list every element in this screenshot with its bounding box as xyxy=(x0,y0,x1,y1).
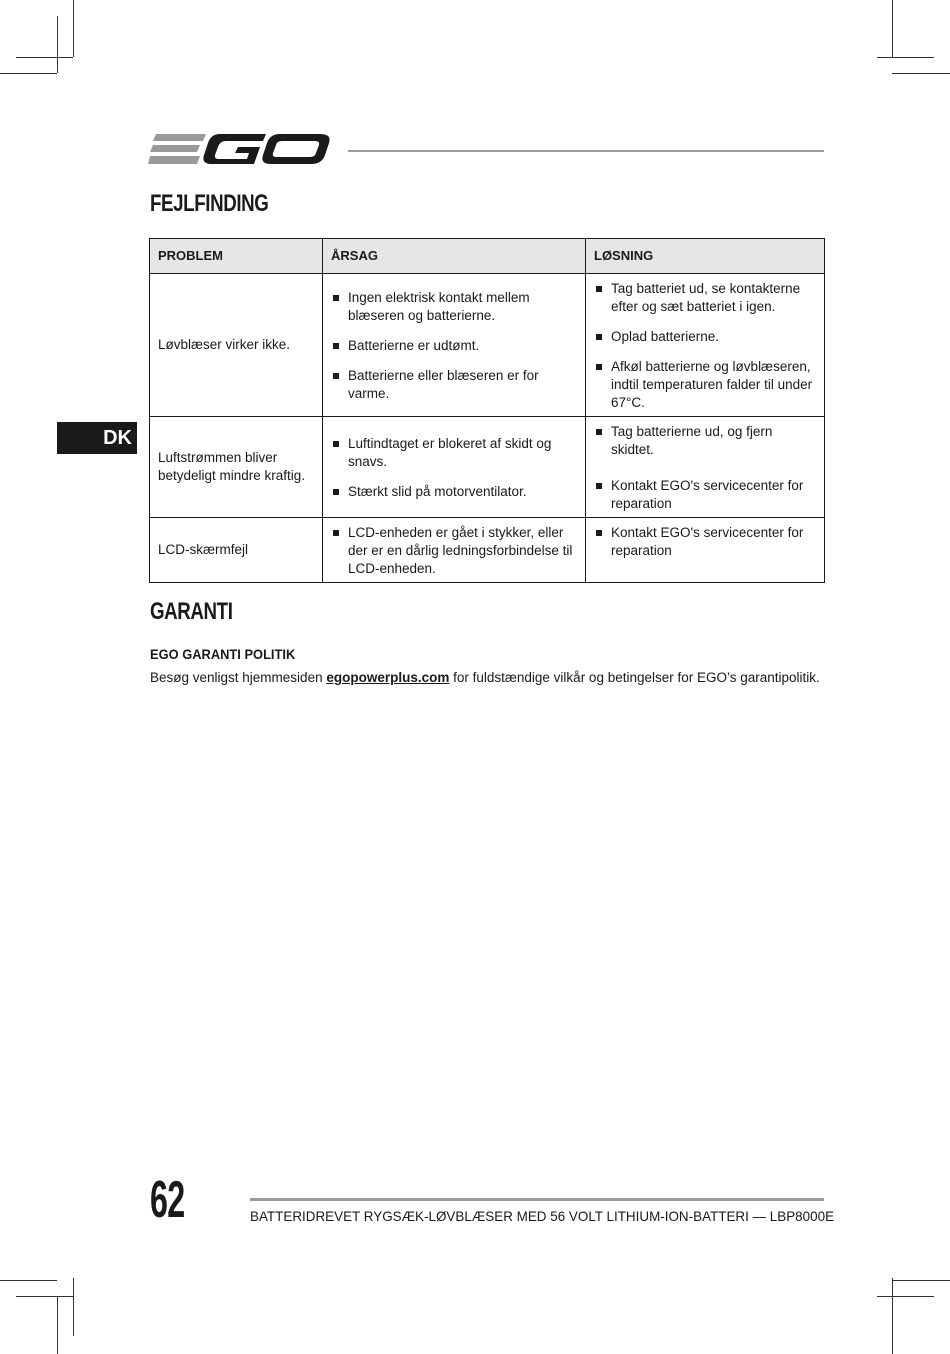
solution-item: Kontakt EGO's servicecenter for reparation xyxy=(594,477,816,513)
crop-mark xyxy=(57,16,58,73)
ego-logo xyxy=(148,128,332,172)
solution-item: Tag batteriet ud, se kontakterne efter og sæt batteriet i igen. xyxy=(594,280,816,316)
cause-cell xyxy=(323,518,586,583)
cause-item: Ingen elektrisk kontakt mellem blæseren og batterierne. xyxy=(331,289,577,325)
crop-mark xyxy=(892,1280,950,1281)
warranty-text-before: Besøg venligst hjemmesiden xyxy=(150,670,327,685)
cause-item: Luftindtaget er blokeret af skidt og snavs. xyxy=(331,435,577,471)
footer-rule xyxy=(250,1198,824,1201)
cause-cell xyxy=(323,417,586,518)
solution-cell xyxy=(586,417,825,518)
problem-cell: Luftstrømmen bliver betydeligt mindre kraftig. xyxy=(150,417,323,518)
crop-mark xyxy=(16,57,73,58)
troubleshooting-table xyxy=(149,238,825,583)
problem-cell: LCD-skærmfejl xyxy=(150,518,323,583)
header-solution: LØSNING xyxy=(586,239,825,274)
page-number: 62 xyxy=(150,1171,185,1229)
warranty-paragraph xyxy=(150,670,820,685)
warranty-link[interactable]: egopowerplus.com xyxy=(326,670,450,685)
header-rule xyxy=(348,150,824,152)
solution-cell xyxy=(586,518,825,583)
table-row xyxy=(150,417,825,518)
cause-item: Batterierne eller blæseren er for varme. xyxy=(331,367,577,403)
crop-mark xyxy=(892,73,950,74)
table-row xyxy=(150,518,825,583)
solution-item: Oplad batterierne. xyxy=(594,328,816,346)
crop-mark xyxy=(73,0,74,57)
header-problem: PROBLEM xyxy=(150,239,323,274)
crop-mark xyxy=(892,1278,893,1354)
language-tab: DK xyxy=(57,422,137,454)
cause-item: LCD-enheden er gået i stykker, eller der er en dårlig ledningsforbindelse til LCD-enheden. xyxy=(331,524,577,578)
crop-mark xyxy=(892,0,893,57)
crop-mark xyxy=(877,57,934,58)
crop-mark xyxy=(57,1296,58,1354)
section-title-warranty: GARANTI xyxy=(150,598,233,625)
solution-item: Tag batterierne ud, og fjern skidtet. xyxy=(594,423,816,459)
section-title-troubleshooting: FEJLFINDING xyxy=(150,190,269,217)
crop-mark xyxy=(73,1278,74,1336)
warranty-text-after: for fuldstændige vilkår og betingelser for EGO’s garantipolitik. xyxy=(449,670,820,685)
crop-mark xyxy=(0,1280,57,1281)
table-row xyxy=(150,274,825,417)
solution-item: Kontakt EGO's servicecenter for reparation xyxy=(594,524,816,560)
crop-mark xyxy=(877,1296,934,1297)
table-header-row xyxy=(150,239,825,274)
footer-text: BATTERIDREVET RYGSÆK-LØVBLÆSER MED 56 VOLT LITHIUM-ION-BATTERI — LBP8000E xyxy=(250,1208,835,1224)
problem-cell: Løvblæser virker ikke. xyxy=(150,274,323,417)
crop-mark xyxy=(16,1296,73,1297)
cause-cell xyxy=(323,274,586,417)
solution-item: Afkøl batterierne og løvblæseren, indtil temperaturen falder til under 67°C. xyxy=(594,358,816,412)
crop-mark xyxy=(0,73,57,74)
solution-cell xyxy=(586,274,825,417)
warranty-subtitle: EGO GARANTI POLITIK xyxy=(150,646,296,662)
header-cause: ÅRSAG xyxy=(323,239,586,274)
cause-item: Batterierne er udtømt. xyxy=(331,337,577,355)
cause-item: Stærkt slid på motorventilator. xyxy=(331,483,577,501)
